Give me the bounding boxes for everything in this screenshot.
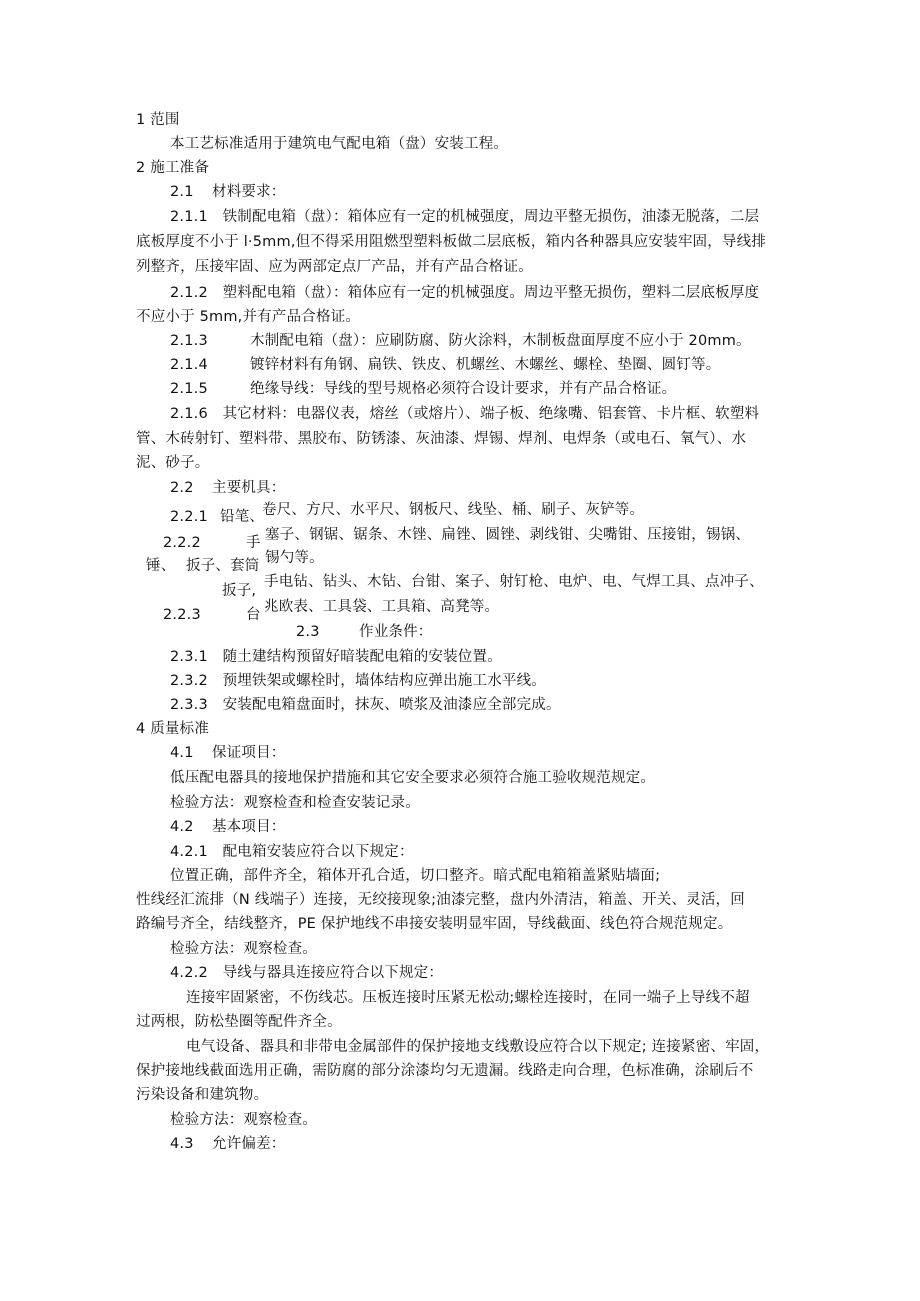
clause-2-3-3: 2.3.3 安装配电箱盘面时，抹灰、喷浆及油漆应全部完成。 [170, 697, 561, 713]
clause-4-2-3-line: 污染设备和建筑物。 [136, 1087, 269, 1103]
clause-4-1-text: 低压配电器具的接地保护措施和其它安全要求必须符合施工验收规范规定。 [170, 770, 656, 786]
clause-4-2-1-line: 检验方法：观察检查。 [170, 941, 317, 957]
clause-2-2-2-number: 2.2.2 [163, 535, 201, 551]
subsection-4-3-number: 4.3 [170, 1136, 194, 1152]
clause-2-1-2-line: 不应小于 5mm,并有产品合格证。 [136, 309, 361, 325]
clause-2-1-5-text: 绝缘导线：导线的型号规格必须符合设计要求，并有产品合格证。 [250, 381, 677, 397]
subsection-2-1-title: 材料要求： [212, 184, 286, 200]
clause-2-1-2-line: 2.1.2 塑料配电箱（盘）：箱体应有一定的机械强度。周边平整无损伤，塑料二层底板厚度 [170, 285, 760, 301]
clause-2-2-2-text: 塞子、钢锯、锯条、木锉、扁锉、圆锉、剥线钳、尖嘴钳、压接钳，锡锅、 [265, 527, 751, 543]
clause-2-1-1-line: 列整齐，压接牢固、应为两部定点厂产品，并有产品合格证。 [136, 259, 533, 275]
clause-2-1-5-number: 2.1.5 [170, 381, 208, 397]
clause-2-3-1: 2.3.1 随土建结构预留好暗装配电箱的安装位置。 [170, 649, 502, 665]
clause-4-2-3-line: 检验方法：观察检查。 [170, 1112, 317, 1128]
clause-4-2-2-heading: 4.2.2 导线与器具连接应符合以下规定： [170, 965, 444, 981]
clause-4-1-text: 检验方法：观察检查和检查安装记录。 [170, 795, 420, 811]
subsection-2-1-number: 2.1 [170, 184, 194, 200]
subsection-2-2-number: 2.2 [170, 480, 194, 496]
subsection-4-3-title: 允许偏差： [212, 1136, 286, 1152]
clause-2-1-6-line: 管、木砖射钉、塑料带、黑胶布、防锈漆、灰油漆、焊锡、焊剂、电焊条（或电石、氧气）、水 [136, 431, 747, 447]
clause-2-3-2: 2.3.2 预埋铁架或螺栓时，墙体结构应弹出施工水平线。 [170, 673, 546, 689]
clause-4-2-1-heading: 4.2.1 配电箱安装应符合以下规定： [170, 844, 414, 860]
clause-4-2-1-line: 性线经汇流排（N 线端子）连接，无绞接现象;油漆完整，盘内外清洁，箱盖、开关、灵活，回 [136, 892, 745, 908]
clause-2-2-2-text: 锡勺等。 [265, 550, 324, 566]
clause-2-2-1-text: 卷尺、方尺、水平尺、钢板尺、线坠、桶、刷子、灰铲等。 [262, 502, 645, 518]
clause-2-2-3-number: 2.2.3 [163, 607, 201, 623]
clause-4-2-1-line: 位置正确，部件齐全，箱体开孔合适，切口整齐。暗式配电箱箱盖紧贴墙面; [170, 868, 661, 884]
clause-4-2-2-line: 连接牢固紧密，不伤线芯。压板连接时压紧无松动;螺栓连接时，在同一端子上导线不超 [186, 990, 750, 1006]
clause-2-1-6-line: 泥、砂子。 [136, 455, 210, 471]
clause-2-2-2-text: 锤、 [146, 558, 176, 574]
clause-2-1-4-text: 镀锌材料有角钢、扁铁、铁皮、机螺丝、木螺丝、螺栓、垫圈、圆钉等。 [250, 357, 721, 373]
subsection-4-1-number: 4.1 [170, 745, 194, 761]
clause-4-2-2-line: 过两根，防松垫圈等配件齐全。 [136, 1014, 342, 1030]
clause-2-2-3-text: 兆欧表、工具袋、工具箱、高凳等。 [264, 599, 500, 615]
clause-4-2-3-line: 保护接地线截面选用正确，需防腐的部分涂漆均匀无遗漏。线路走向合理，色标准确，涂刷后不 [136, 1063, 754, 1079]
clause-2-2-3-text: 手电钻、钻头、木钻、台钳、案子、射钉枪、电炉、电、气焊工具、点冲子、 [264, 574, 764, 590]
subsection-2-2-title: 主要机具： [212, 480, 286, 496]
subsection-4-2-number: 4.2 [170, 819, 194, 835]
clause-2-2-1-number: 2.2.1 [170, 509, 208, 525]
clause-2-1-3-text: 木制配电箱（盘）：应刷防腐、防火涂料，木制板盘面厚度不应小于 20mm。 [250, 333, 751, 349]
clause-2-2-1-text: 铅笔、 [220, 509, 265, 525]
clause-2-2-3-text: 台 [246, 607, 261, 623]
section-2-heading: 2 施工准备 [136, 160, 210, 176]
clause-4-2-1-line: 路编号齐全，结线整齐，PE 保护地线不串接安装明显牢固，导线截面、线色符合规范规定。 [136, 916, 733, 932]
clause-2-1-1-line: 2.1.1 铁制配电箱（盘）：箱体应有一定的机械强度，周边平整无损伤，油漆无脱落，二层 [170, 209, 760, 225]
clause-2-1-1-line: 底板厚度不小于 l·5mm,但不得采用阻燃型塑料板做二层底板，箱内各种器具应安装牢固，导线排 [136, 234, 767, 250]
clause-4-2-3-line: 电气设备、器具和非带电金属部件的保护接地支线敷设应符合以下规定; 连接紧密、牢固， [186, 1039, 770, 1055]
subsection-4-1-title: 保证项目： [212, 745, 286, 761]
clause-2-2-3-text: 扳子, [222, 583, 257, 599]
clause-2-1-6-line: 2.1.6 其它材料：电器仪表，熔丝（或熔片）、端子板、绝缘嘴、铝套管、卡片框、软塑料 [170, 406, 760, 422]
subsection-2-3-number: 2.3 [296, 624, 320, 640]
section-1-heading: 1 范围 [136, 112, 180, 128]
clause-2-1-4-number: 2.1.4 [170, 357, 208, 373]
section-1-paragraph: 本工艺标准适用于建筑电气配电箱（盘）安装工程。 [170, 136, 509, 152]
clause-2-1-3-number: 2.1.3 [170, 333, 208, 349]
subsection-4-2-title: 基本项目： [212, 819, 286, 835]
section-4-heading: 4 质量标准 [136, 721, 210, 737]
clause-2-2-2-text: 手 [246, 535, 261, 551]
subsection-2-3-title: 作业条件： [359, 624, 433, 640]
clause-2-2-2-text: 扳子、套筒 [186, 558, 260, 574]
